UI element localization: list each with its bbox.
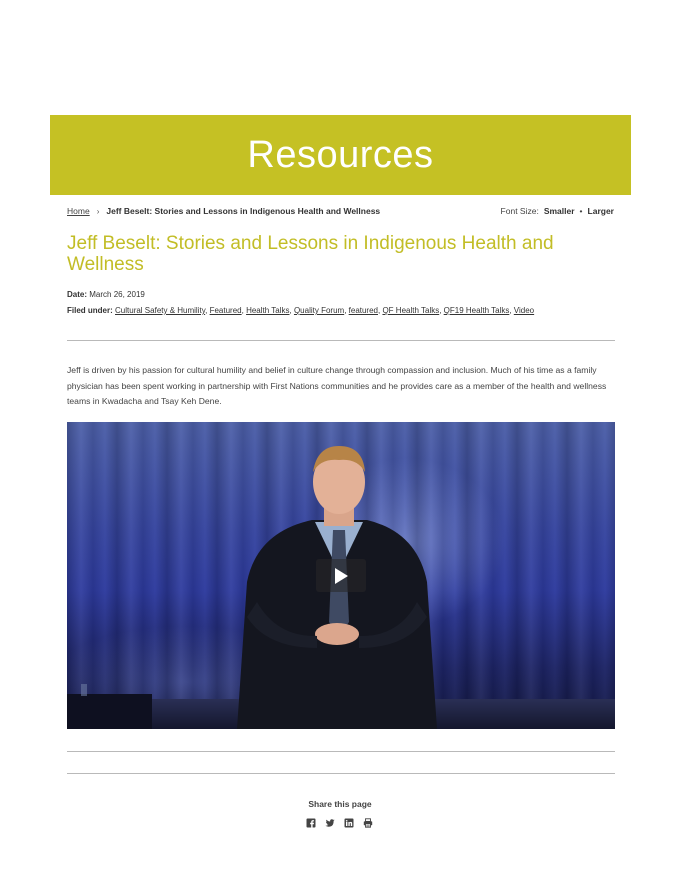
share-icons bbox=[306, 818, 373, 828]
share-label: Share this page bbox=[308, 799, 372, 809]
article-date bbox=[67, 290, 145, 299]
category-link[interactable]: Quality Forum bbox=[293, 306, 345, 315]
play-button[interactable] bbox=[316, 559, 366, 592]
divider bbox=[67, 340, 615, 341]
date-value: March 26, 2019 bbox=[89, 290, 145, 299]
category-link[interactable]: Cultural Safety & Humility bbox=[115, 306, 206, 315]
category-link[interactable]: featured bbox=[348, 306, 378, 315]
font-smaller-button[interactable]: Smaller bbox=[543, 206, 575, 216]
category-link[interactable]: QF19 Health Talks bbox=[443, 306, 510, 315]
category-link[interactable]: QF Health Talks bbox=[382, 306, 440, 315]
page-banner bbox=[50, 115, 631, 195]
banner-title: Resources bbox=[247, 133, 434, 176]
article-categories: Filed under: Cultural Safety & Humility, Featured, Health Talks, Quality Forum, featured, QF Health Talks, QF19 Health Talks, Video bbox=[67, 306, 535, 315]
divider bbox=[67, 751, 615, 752]
category-link[interactable]: Video bbox=[513, 306, 535, 315]
article-body: Jeff is driven by his passion for cultural humility and belief in culture change through compassion and inclusion. Much of his time as a family physician has been spent working in partnership with First Nations communities and he provides care as a member of the health and wellness teams in Kwadacha and Tsay Keh Dene. bbox=[67, 365, 607, 407]
filed-under-label: Filed under: bbox=[67, 306, 113, 315]
font-size-label: Font Size: bbox=[500, 206, 539, 216]
divider bbox=[67, 773, 615, 774]
twitter-icon[interactable] bbox=[325, 818, 335, 828]
date-label: Date: bbox=[67, 290, 88, 299]
video-player[interactable] bbox=[67, 422, 615, 729]
font-larger-button[interactable]: Larger bbox=[587, 206, 614, 216]
category-link[interactable]: Featured bbox=[209, 306, 242, 315]
breadcrumb bbox=[67, 206, 380, 216]
chevron-right-icon: › bbox=[96, 206, 100, 216]
breadcrumb-home-link[interactable]: Home bbox=[67, 206, 90, 216]
category-link[interactable]: Health Talks bbox=[246, 306, 290, 315]
linkedin-icon[interactable] bbox=[344, 818, 354, 828]
facebook-icon[interactable] bbox=[306, 818, 316, 828]
print-icon[interactable] bbox=[363, 818, 373, 828]
breadcrumb-current: Jeff Beselt: Stories and Lessons in Indigenous Health and Wellness bbox=[106, 206, 381, 216]
article-title: Jeff Beselt: Stories and Lessons in Indigenous Health and Wellness bbox=[67, 233, 554, 275]
font-size-control bbox=[501, 206, 614, 216]
font-size-dot: • bbox=[579, 206, 583, 216]
